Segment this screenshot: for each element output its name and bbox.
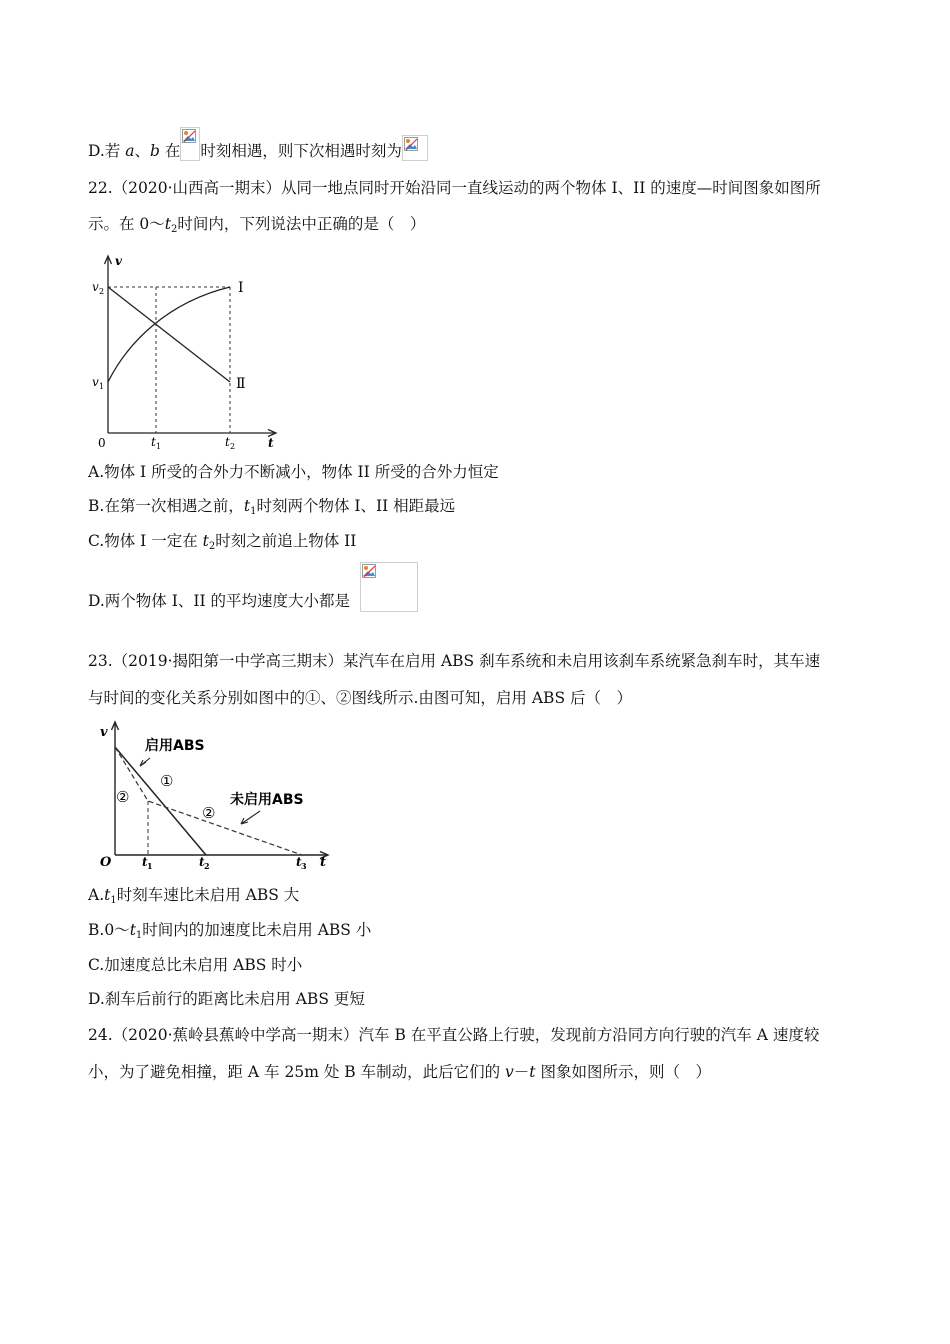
origin-label: O (100, 855, 112, 870)
q22-stem-line2: 示。在 $0\sim t_2$时间内，下列说法中正确的是（ ） (88, 215, 426, 235)
v1-subscript: 1 (99, 382, 105, 391)
v1-label: v (92, 375, 99, 389)
q23-abs-graph (88, 716, 338, 872)
broken-image-icon (180, 127, 200, 161)
q22-option-d: D.两个物体 I、II 的平均速度大小都是 (88, 592, 351, 610)
t2-label: t (225, 435, 230, 449)
t1-subscript: 1 (156, 442, 162, 450)
q23-stem-line1: 23.（2019·揭阳第一中学高三期末）某汽车在启用 ABS 刹车系统和未启用该刹车系统紧急刹车时，其车速 (88, 652, 821, 670)
mark-circle-2-left: ② (116, 788, 130, 806)
q22-option-b: B.在第一次相遇之前，$t_1$时刻两个物体 I、II 相距最远 (88, 497, 456, 517)
t3-label: t (296, 855, 302, 869)
t1-label: t (151, 435, 156, 449)
label-abs-off: 未启用ABS (230, 792, 304, 808)
q22-option-a: A.物体 I 所受的合外力不断减小，物体 II 所受的合外力恒定 (88, 463, 499, 481)
t2-label: t (199, 855, 205, 869)
q21-option-d: D.若 a、b 在 时刻相遇，则下次相遇时刻为 (88, 127, 428, 161)
x-axis-label: t (320, 855, 327, 870)
q23-option-c: C.加速度总比未启用 ABS 时小 (88, 956, 303, 974)
v2-label: v (92, 280, 99, 294)
pointer-abs-off (241, 811, 260, 824)
line-ii (108, 287, 230, 382)
mark-circle-1: ① (160, 772, 174, 790)
broken-image-icon (402, 135, 428, 161)
label-abs-on: 启用ABS (145, 738, 205, 754)
q24-stem-line2: 小，为了避免相撞，距 A 车 25m 处 B 车制动，此后它们的 v－t 图象如图所示，则（ ） (88, 1063, 711, 1081)
origin-label: 0 (98, 436, 106, 450)
t1-label: t (142, 855, 148, 869)
q23-stem-line2: 与时间的变化关系分别如图中的①、②图线所示.由图可知，启用 ABS 后（ ） (88, 689, 632, 707)
line-ii-label: Ⅱ (236, 376, 246, 392)
q22-option-c: C.物体 I 一定在 $t_2$时刻之前追上物体 II (88, 532, 357, 552)
y-axis-label: v (115, 254, 122, 268)
q23-option-a: $A.t_1$时刻车速比未启用 ABS 大 (88, 886, 300, 906)
q23-option-d: D.刹车后前行的距离比未启用 ABS 更短 (88, 990, 365, 1008)
t2-subscript: 2 (230, 442, 236, 450)
x-axis-label: t (268, 436, 274, 450)
broken-image-icon (360, 562, 418, 612)
t3-subscript: 3 (301, 861, 307, 871)
t1-subscript: 1 (147, 861, 153, 871)
q22-vt-graph (88, 250, 288, 450)
mark-circle-2-right: ② (202, 804, 216, 822)
t2-subscript: 2 (204, 861, 210, 871)
q24-stem-line1: 24.（2020·蕉岭县蕉岭中学高一期末）汽车 B 在平直公路上行驶，发现前方沿同方向行驶的汽车 A 速度较 (88, 1026, 820, 1044)
v2-subscript: 2 (99, 287, 105, 296)
y-axis-label: v (100, 725, 108, 740)
curve-i-label: I (238, 280, 244, 296)
q23-option-b: $B.0\sim t_1$时间内的加速度比未启用 ABS 小 (88, 921, 372, 941)
q22-stem-line1: 22.（2020·山西高一期末）从同一地点同时开始沿同一直线运动的两个物体 I、II 的速度—时间图象如图所 (88, 179, 821, 197)
